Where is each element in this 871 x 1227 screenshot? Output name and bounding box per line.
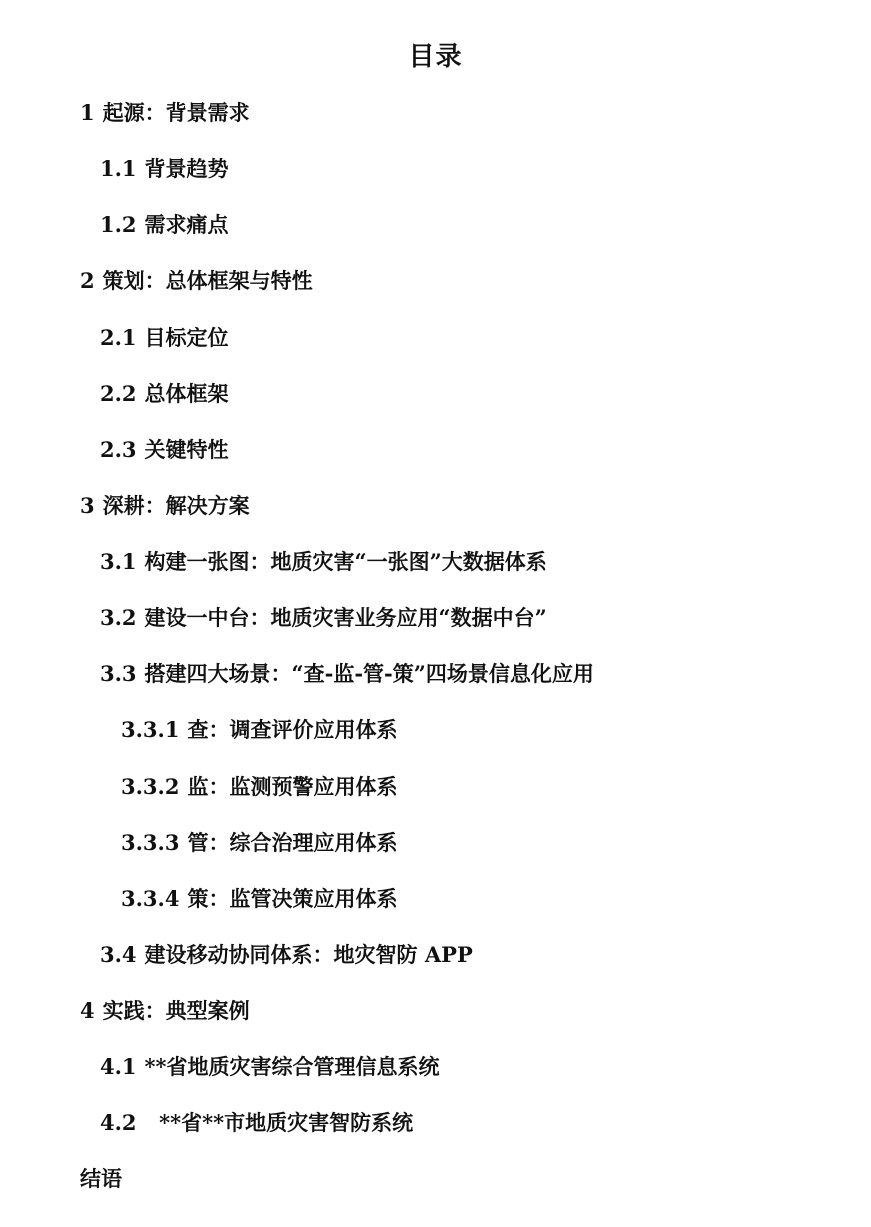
toc-entry: [80, 489, 250, 523]
toc-entry-text: **省地质灾害综合管理信息系统: [144, 1054, 440, 1079]
toc-entry-number: 3: [80, 493, 95, 518]
toc-entry: [100, 152, 229, 186]
toc-entry-text: 目标定位: [144, 325, 229, 350]
toc-conclusion: 结语: [80, 1166, 122, 1191]
toc-entry-number: 3.2: [100, 605, 137, 630]
toc-entry-text: 策划：总体框架与特性: [102, 268, 313, 293]
toc-entry: [80, 994, 250, 1028]
toc-entry-text: 深耕：解决方案: [102, 493, 250, 518]
toc-entry-number: 3.3.1: [121, 717, 180, 742]
toc-entry-text: 建设一中台：地质灾害业务应用“数据中台”: [144, 605, 547, 630]
toc-entry-number: 2.2: [100, 381, 137, 406]
toc-entry: [100, 433, 229, 467]
toc-entry-number: 3.3: [100, 661, 137, 686]
toc-entry-number: 3.4: [100, 942, 137, 967]
toc-entry: [100, 601, 547, 635]
toc-entry-text: 查：调查评价应用体系: [187, 717, 398, 742]
toc-entry-text: **省**市地质灾害智防系统: [144, 1110, 414, 1135]
toc-entry-number: 1: [80, 100, 95, 125]
toc-entry-number: 4.2: [100, 1110, 137, 1135]
toc-entry: [100, 938, 473, 972]
toc-entry-text: 构建一张图：地质灾害“一张图”大数据体系: [144, 549, 547, 574]
toc-entry-text: 管：综合治理应用体系: [187, 830, 398, 855]
toc-entry: [100, 1050, 440, 1084]
toc-title: 目录: [408, 42, 463, 72]
toc-entry-text: 总体框架: [144, 381, 229, 406]
toc-entry-text: 监：监测预警应用体系: [187, 774, 398, 799]
toc-entry: [121, 882, 397, 916]
toc-entry-text: 策：监管决策应用体系: [187, 886, 398, 911]
toc-entry-text: 需求痛点: [144, 212, 229, 237]
toc-entry-number: 1.2: [100, 212, 137, 237]
toc-entry-number: 2.3: [100, 437, 137, 462]
toc-entry-number: 3.1: [100, 549, 137, 574]
toc-entry-number: 4.1: [100, 1054, 137, 1079]
toc-entry: [100, 208, 229, 242]
toc-entry: [80, 96, 250, 130]
toc-entry: [100, 545, 547, 579]
toc-entry-number: 2: [80, 268, 95, 293]
toc-entry-number: 3.3.4: [121, 886, 180, 911]
toc-entry-number: 2.1: [100, 325, 137, 350]
toc-entry-text: 建设移动协同体系：地灾智防 APP: [144, 942, 473, 967]
toc-entry-text: 背景趋势: [144, 156, 229, 181]
toc-entry-number: 3.3.3: [121, 830, 180, 855]
toc-entry-text: 搭建四大场景：“查-监-管-策”四场景信息化应用: [144, 661, 594, 686]
toc-entry: [121, 770, 397, 804]
toc-entry: [121, 713, 397, 747]
toc-entry-number: 1.1: [100, 156, 137, 181]
toc-entry: [80, 264, 313, 298]
toc-entry: [100, 657, 594, 691]
toc-entry-text: 关键特性: [144, 437, 229, 462]
toc-entry-text: 起源：背景需求: [102, 100, 250, 125]
toc-entry: [100, 377, 229, 411]
toc-entry-text: 实践：典型案例: [102, 998, 250, 1023]
toc-entry: [100, 321, 229, 355]
toc-entry: [100, 1106, 413, 1140]
toc-entry-number: 4: [80, 998, 95, 1023]
toc-entry-number: 3.3.2: [121, 774, 180, 799]
toc-entry: [121, 826, 397, 860]
